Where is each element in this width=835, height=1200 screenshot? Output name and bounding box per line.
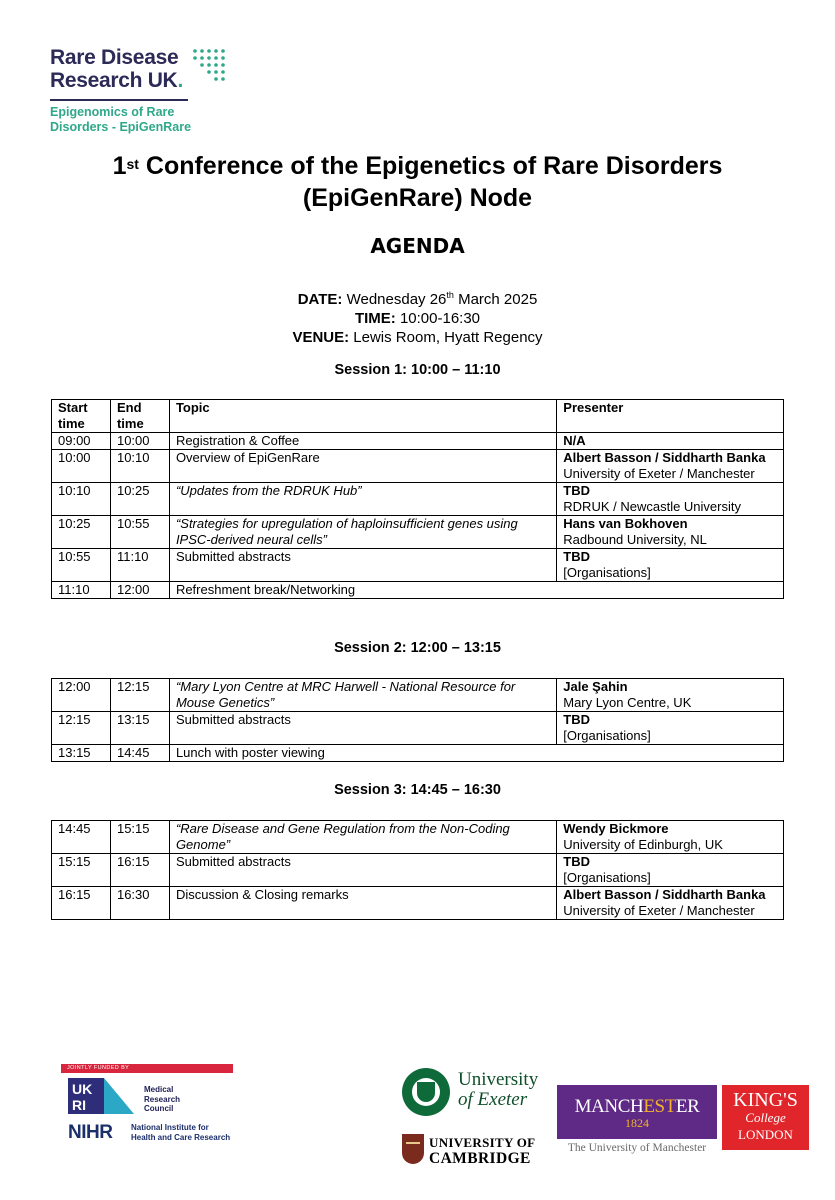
jointly-funded-band: JOINTLY FUNDED BY [61, 1064, 233, 1073]
table-row: 11:10 12:00 Refreshment break/Networking [52, 582, 784, 599]
presenter-org: [Organisations] [563, 728, 651, 743]
page-title: 1st Conference of the Epigenetics of Rare Disorders (EpiGenRare) Node [112, 152, 723, 212]
session-3-heading: Session 3: 14:45 – 16:30 [334, 782, 501, 798]
presenter-org: Radbound University, NL [563, 532, 707, 547]
ukri-logo-icon [68, 1078, 134, 1114]
event-details [0, 286, 835, 347]
session-1-table [51, 399, 784, 599]
logo-divider [50, 99, 188, 101]
table-row: 10:25 10:55 “Strategies for upregulation of haploinsufficient genes using IPSC-derived neural cells” Hans van Bokhoven Radbound University, NL [52, 516, 784, 549]
nihr-fullname: National Institute for Health and Care Research [131, 1123, 231, 1142]
session-1-heading: Session 1: 10:00 – 11:10 [334, 362, 501, 378]
dot-grid-icon [192, 48, 226, 88]
table-row: 13:15 14:45 Lunch with poster viewing [52, 745, 784, 762]
presenter-org: [Organisations] [563, 870, 651, 885]
presenter-name: Hans van Bokhoven [563, 516, 688, 531]
session-2-heading: Session 2: 12:00 – 13:15 [334, 640, 501, 656]
presenter-name: Albert Basson / Siddharth Banka [563, 887, 766, 902]
agenda-heading: AGENDA [370, 234, 465, 258]
venue-line: VENUE: Lewis Room, Hyatt Regency [292, 329, 543, 346]
exeter-seal-icon [402, 1068, 450, 1116]
table-row: 14:45 15:15 “Rare Disease and Gene Regulation from the Non-Coding Genome” Wendy Bickmore University of Edinburgh, UK [52, 821, 784, 854]
svg-text:RI: RI [72, 1097, 86, 1113]
manchester-logo: MANCHESTER 1824 The University of Manchester [557, 1085, 717, 1159]
presenter-name: N/A [563, 433, 586, 448]
presenter-name: TBD [563, 549, 590, 564]
date-line: DATE: Wednesday 26th March 2025 [297, 290, 538, 308]
table-row: 09:00 10:00 Registration & Coffee N/A [52, 433, 784, 450]
presenter-org: [Organisations] [563, 565, 651, 580]
presenter-name: Jale Şahin [563, 679, 628, 694]
presenter-name: TBD [563, 712, 590, 727]
table-header-row [52, 400, 784, 433]
nihr-text: NIHR [68, 1122, 113, 1143]
header-end: End time [110, 400, 169, 433]
logo-line-1: Rare Disease [50, 46, 179, 69]
kings-college-logo: KING'S College LONDON [722, 1085, 809, 1150]
session-2-table [51, 678, 784, 762]
presenter-org: RDRUK / Newcastle University [563, 499, 741, 514]
header-start: Start time [52, 400, 111, 433]
session-3-table [51, 820, 784, 920]
presenter-org: Mary Lyon Centre, UK [563, 695, 692, 710]
presenter-org: University of Edinburgh, UK [563, 837, 723, 852]
presenter-name: TBD [563, 854, 590, 869]
exeter-logo: University of Exeter [402, 1068, 552, 1118]
logo-line-2: Research UK. [50, 69, 183, 92]
header-topic: Topic [169, 400, 556, 433]
presenter-name: TBD [563, 483, 590, 498]
header-presenter: Presenter [557, 400, 784, 433]
table-row: 10:10 10:25 “Updates from the RDRUK Hub” TBD RDRUK / Newcastle University [52, 483, 784, 516]
table-row: 10:00 10:10 Overview of EpiGenRare Albert Basson / Siddharth Banka University of Exeter / Manchester [52, 450, 784, 483]
mrc-text: Medical Research Council [144, 1085, 181, 1113]
rduk-logo [50, 46, 240, 136]
cambridge-crest-icon [402, 1134, 424, 1164]
table-row: 15:15 16:15 Submitted abstracts TBD [Organisations] [52, 854, 784, 887]
logo-subtitle: Epigenomics of Rare Disorders - EpiGenRare [50, 105, 192, 134]
table-row: 16:15 16:30 Discussion & Closing remarks Albert Basson / Siddharth Banka University of Exeter / Manchester [52, 887, 784, 920]
table-row: 12:15 13:15 Submitted abstracts TBD [Organisations] [52, 712, 784, 745]
ukri-nihr-funder-logo [61, 1064, 233, 1144]
presenter-name: Wendy Bickmore [563, 821, 669, 836]
presenter-name: Albert Basson / Siddharth Banka [563, 450, 766, 465]
time-line: TIME: 10:00-16:30 [354, 310, 481, 327]
presenter-org: University of Exeter / Manchester [563, 903, 755, 918]
table-row: 10:55 11:10 Submitted abstracts TBD [Organisations] [52, 549, 784, 582]
presenter-org: University of Exeter / Manchester [563, 466, 755, 481]
svg-text:UK: UK [72, 1081, 93, 1097]
table-row: 12:00 12:15 “Mary Lyon Centre at MRC Harwell - National Resource for Mouse Genetics” Jale Şahin Mary Lyon Centre, UK [52, 679, 784, 712]
cambridge-logo: UNIVERSITY OF CAMBRIDGE [402, 1134, 547, 1168]
